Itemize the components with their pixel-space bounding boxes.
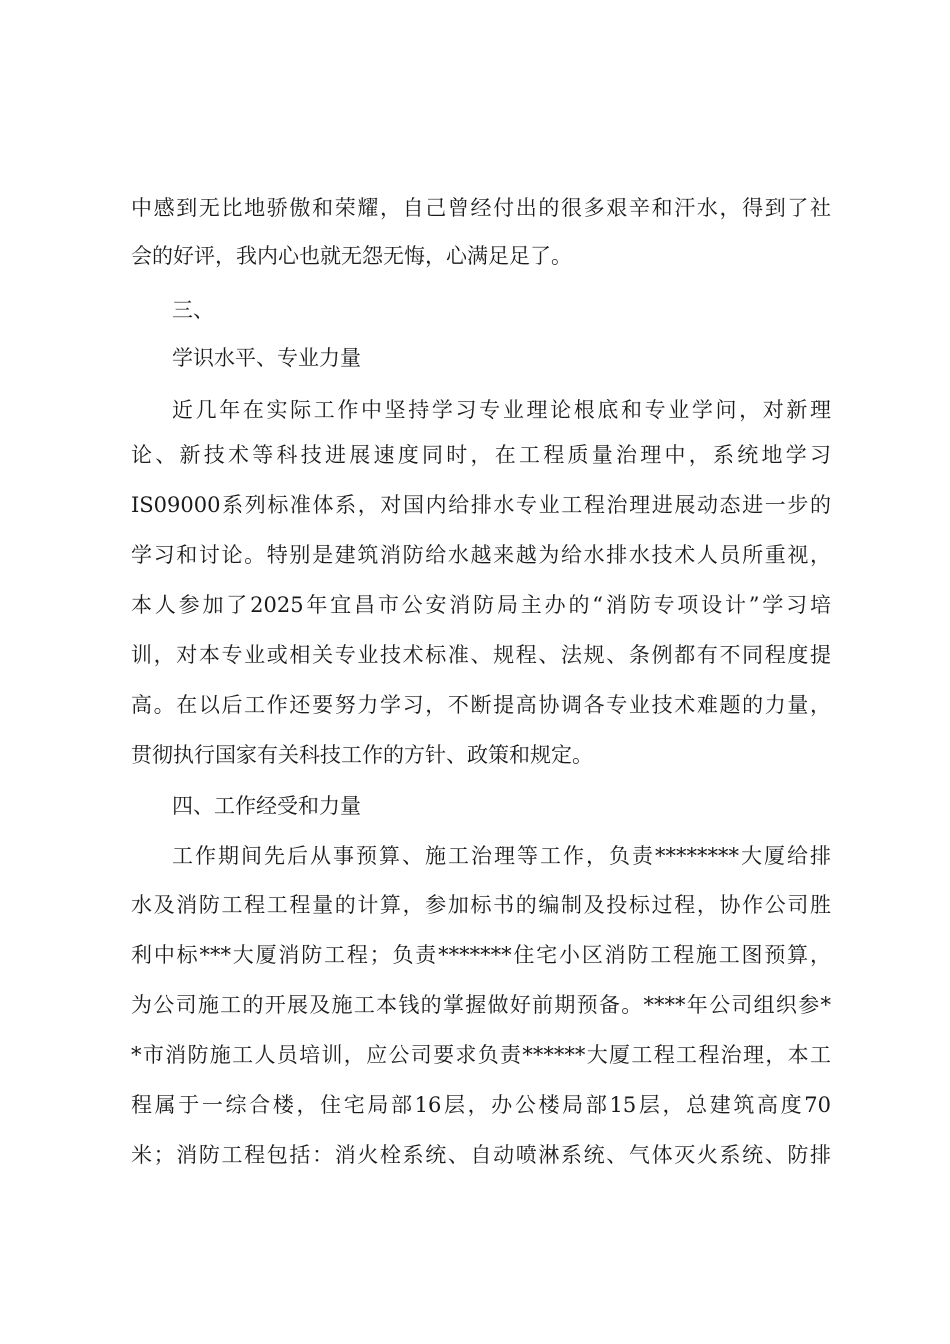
- paragraph-line: 程属于一综合楼，住宅局部16层，办公楼局部15层，总建筑高度70: [131, 1093, 831, 1117]
- section-heading: 四、工作经受和力量: [172, 794, 361, 818]
- paragraph-line: 高。在以后工作还要努力学习，不断提高协调各专业技术难题的力量，: [131, 693, 831, 717]
- paragraph-line: 贯彻执行国家有关科技工作的方针、政策和规定。: [131, 743, 593, 767]
- paragraph-line: IS09000系列标准体系，对国内给排水专业工程治理进展动态进一步的: [131, 493, 831, 517]
- paragraph-line: 本人参加了2025年宜昌市公安消防局主办的“消防专项设计”学习培: [131, 593, 831, 617]
- paragraph-line: 会的好评，我内心也就无怨无悔，心满足足了。: [131, 244, 572, 268]
- paragraph-line: 论、新技术等科技进展速度同时，在工程质量治理中，系统地学习: [131, 443, 831, 467]
- section-heading-title: 学识水平、专业力量: [172, 346, 361, 370]
- paragraph-line: 水及消防工程工程量的计算，参加标书的编制及投标过程，协作公司胜: [131, 893, 831, 917]
- paragraph-line: 训，对本专业或相关专业技术标准、规程、法规、条例都有不同程度提: [131, 643, 831, 667]
- paragraph-line: 利中标***大厦消防工程；负责*******住宅小区消防工程施工图预算，: [131, 943, 831, 967]
- paragraph-line: *市消防施工人员培训，应公司要求负责******大厦工程工程治理，本工: [131, 1043, 831, 1067]
- paragraph-line: 米；消防工程包括：消火栓系统、自动喷淋系统、气体灭火系统、防排: [131, 1143, 831, 1167]
- paragraph-line: 为公司施工的开展及施工本钱的掌握做好前期预备。****年公司组织参*: [131, 993, 831, 1017]
- paragraph-line: 近几年在实际工作中坚持学习专业理论根底和专业学问，对新理: [172, 398, 831, 422]
- paragraph-line: 中感到无比地骄傲和荣耀，自己曾经付出的很多艰辛和汗水，得到了社: [131, 196, 831, 220]
- paragraph-line: 工作期间先后从事预算、施工治理等工作，负责********大厦给排: [172, 844, 831, 868]
- paragraph-line: 学习和讨论。特别是建筑消防给水越来越为给水排水技术人员所重视，: [131, 543, 831, 567]
- section-heading-number: 三、: [172, 298, 214, 322]
